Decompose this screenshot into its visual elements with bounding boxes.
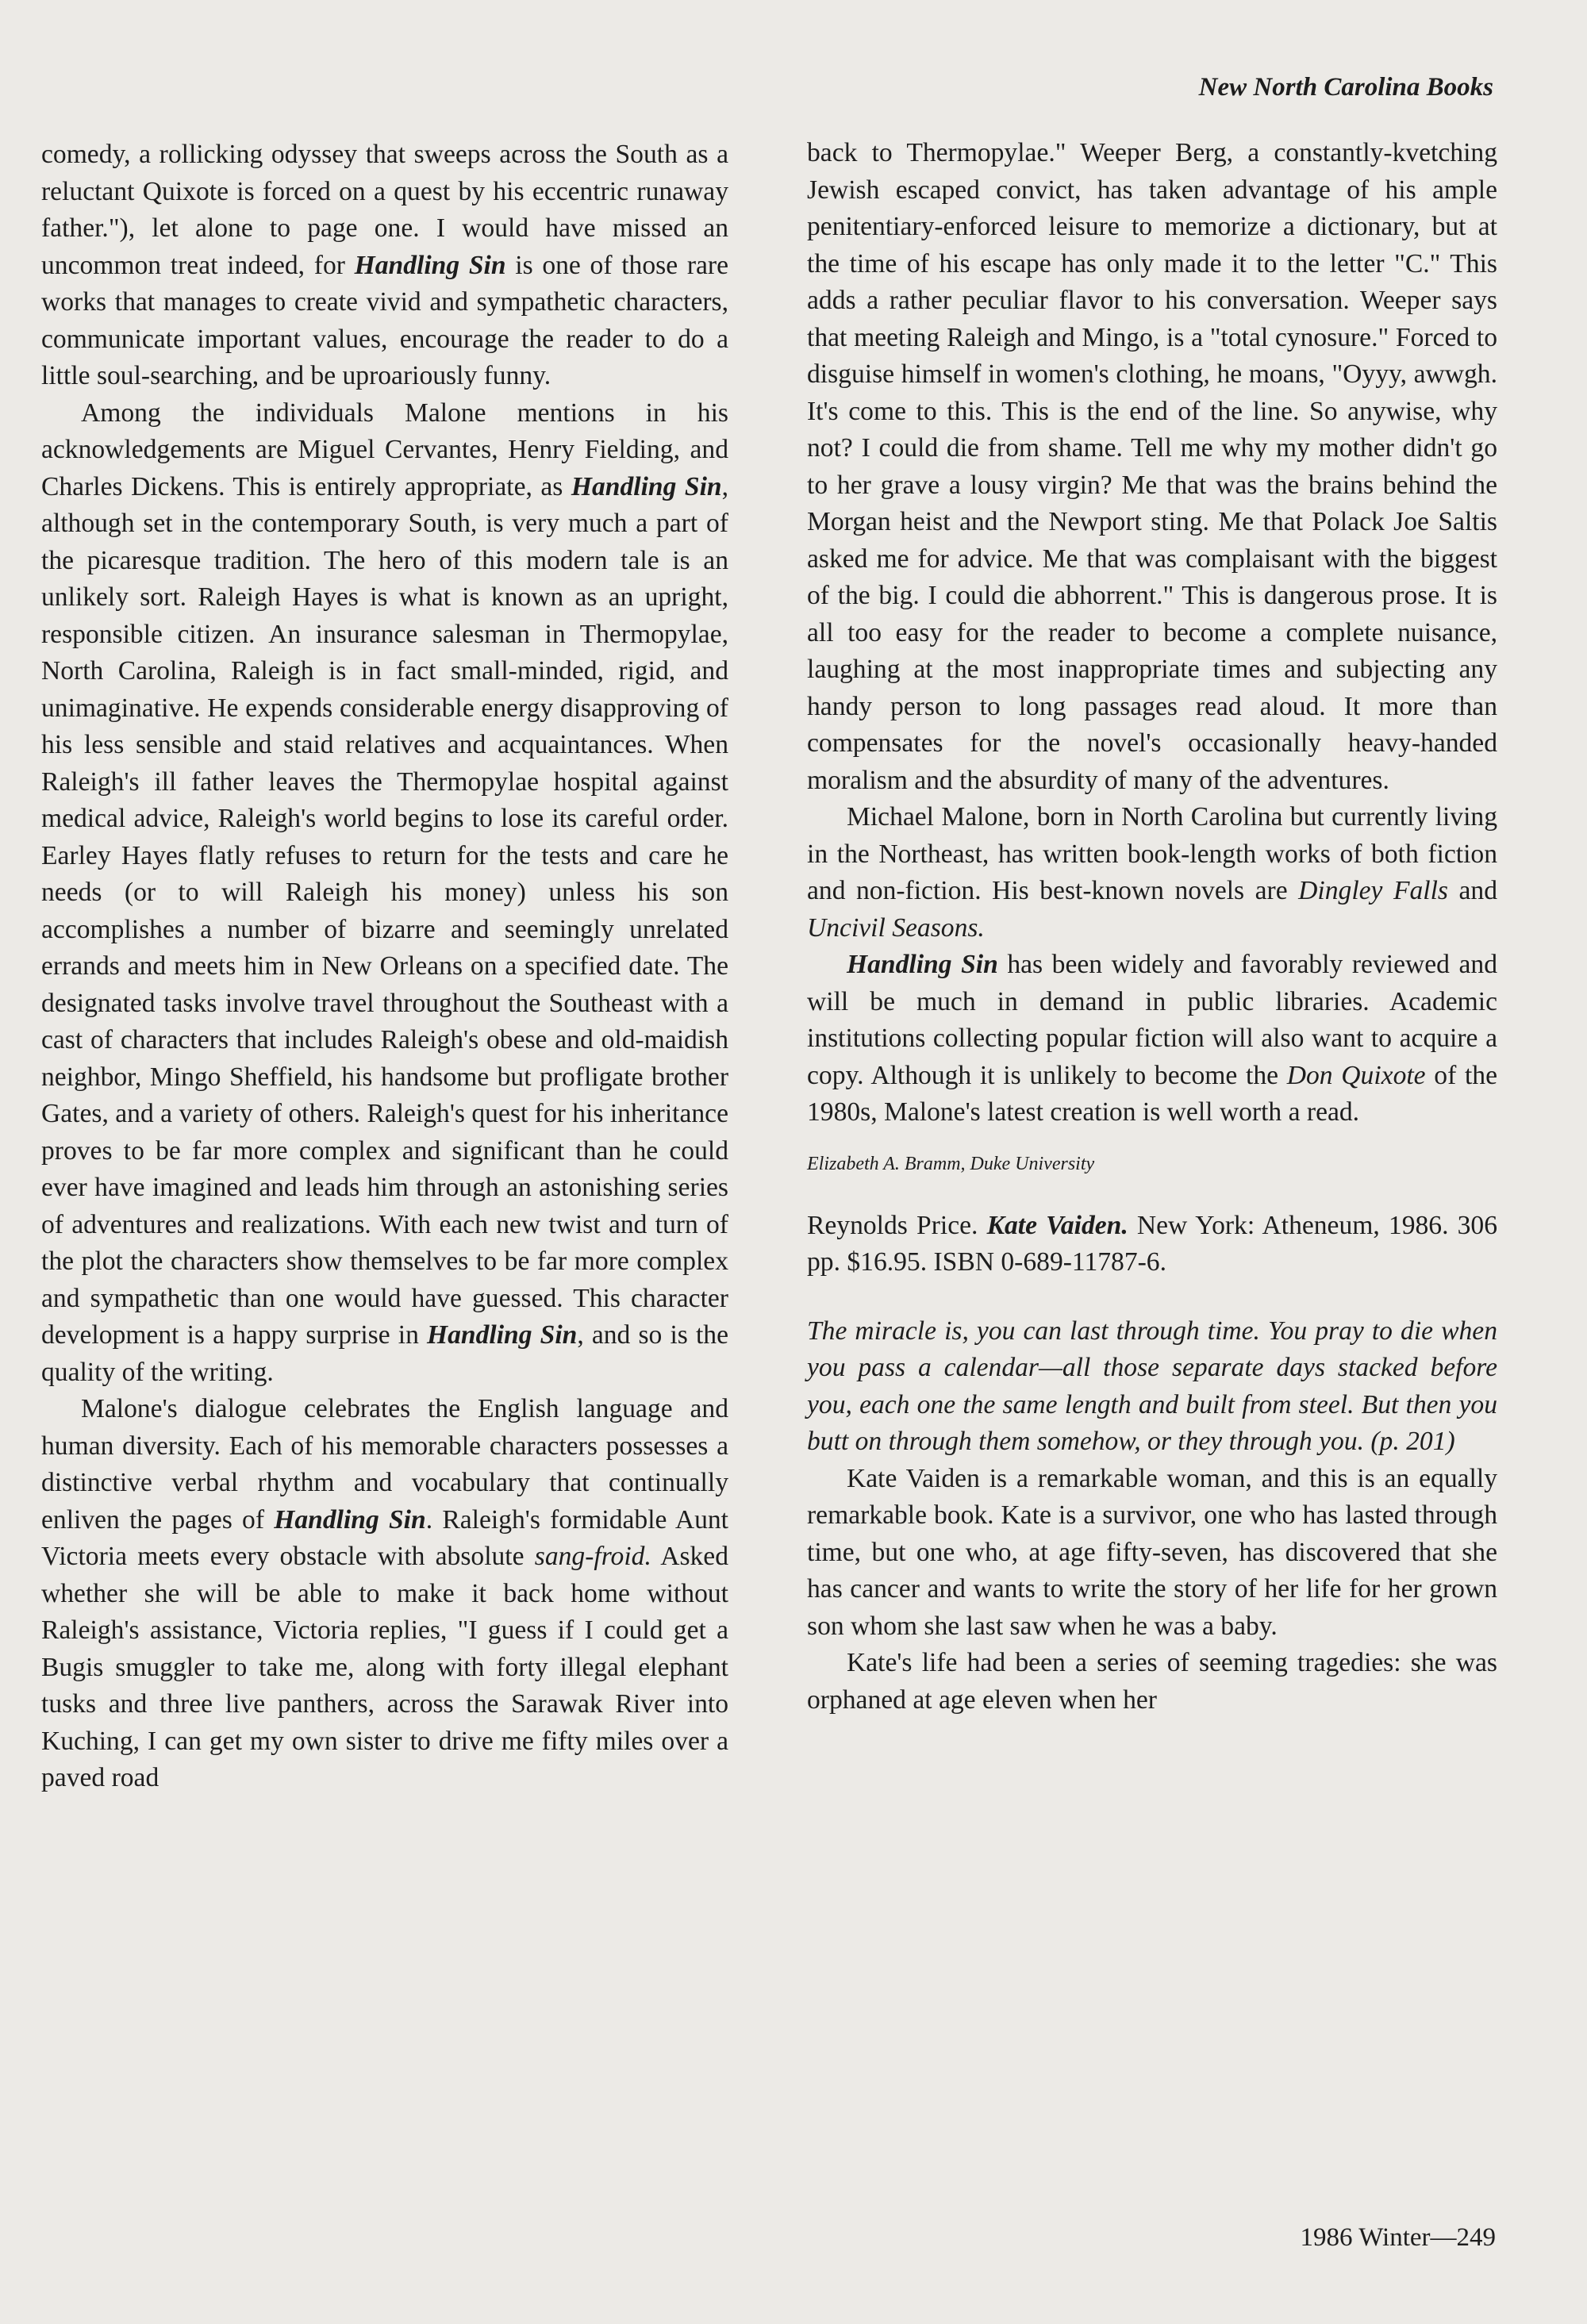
paragraph: Kate Vaiden is a remarkable woman, and this is an equally remarkable book. Kate is a survivor, one who has lasted through time, but one who, at age fifty-seven, has discovered that she has cancer and wants to write the story of her life for her grown son whom she last saw when he was a baby. [807,1463,1497,1641]
book-title: Handling Sin [847,950,998,979]
left-column [41,136,728,1797]
text: Asked whether she will be able to make it back home without Raleigh's assistance, Victoria replies, "I guess if I could get a Bugis smuggler to take me, along with forty illegal elephant tusks and three live panthers, across the Sarawak River into Kuching, I can get my own sister to drive me fifty miles over a paved road [41,1542,728,1792]
epigraph-quote: The miracle is, you can last through time. You pray to die when you pass a calendar—all those separate days stacked before you, each one the same length and built from steel. But then you butt on through them somehow, or they through you. (p. 201) [807,1316,1497,1456]
paragraph: back to Thermopylae." Weeper Berg, a constantly-kvetching Jewish escaped convict, has taken advantage of his ample penitentiary-enforced leisure to memorize a dictionary, but at the time of his escape has only made it to the letter "C." This adds a rather peculiar flavor to his conversation. Weeper says that meeting Raleigh and Mingo, is a "total cynosure." Forced to disguise himself in women's clothing, he moans, "Oyyy, awwgh. It's come to this. This is the end of the line. So anywise, why not? I could die from shame. Tell me why my mother didn't go to her grave a lousy virgin? Me that was the brains behind the Morgan heist and the Newport sting. Me that Polack Joe Saltis asked me for advice. Me that was complaisant with the biggest of the big. I could die abhorrent." This is dangerous prose. It is all too easy for the reader to become a complete nuisance, laughing at the most inappropriate times and subjecting any handy person to long passages read aloud. It more than compensates for the novel's occasionally heavy-handed moralism and the absurdity of many of the adventures. [807,138,1497,795]
book-title: Handling Sin [427,1320,578,1350]
text: . Raleigh's formidable Aunt Victoria meets every obstacle with absolute [41,1504,728,1571]
paragraph: Kate's life had been a series of seeming tragedies: she was orphaned at age eleven when her [807,1648,1497,1715]
text: Among the individuals Malone mentions in his acknowledgements are Miguel Cervantes, Henry Fielding, and Charles Dickens. This is entirely appropriate, as [41,398,728,501]
book-title: Don Quixote [1286,1060,1426,1090]
paragraph [41,1391,728,1797]
book-title: Dingley Falls [1298,876,1448,905]
text: of the 1980s, Malone's latest creation is well worth a read. [807,1060,1497,1127]
paragraph [807,947,1497,1131]
book-title: Handling Sin [354,250,506,280]
text: Malone's dialogue celebrates the English language and human diversity. Each of his memorable characters possesses a distinctive verbal rhythm and vocabulary that continually enliven the pages of [41,1394,728,1535]
text: has been widely and favorably reviewed and will be much in demand in public libraries. Academic institutions collecting popular fiction will also want to acquire a copy. Although it is unlikely to become the [807,950,1497,1090]
text: is one of those rare works that manages to create vivid and sympathetic characters, communicate important values, encourage the reader to do a little soul-searching, and be uproariously funny. [41,250,728,390]
text: and [1448,876,1497,905]
text: , although set in the contemporary South, is very much a part of the picaresque tradition. The hero of this modern tale is an unlikely sort. Raleigh Hayes is what is known as an upright, responsible citizen. An insurance salesman in Thermopylae, North Carolina, Raleigh is in fact small-minded, rigid, and unimaginative. He expends considerable energy disapproving of his less sensible and staid relatives and acquaintances. When Raleigh's ill father leaves the Thermopylae hospital against medical advice, Raleigh's world begins to lose its careful order. Earley Hayes flatly refuses to return for the tests and care he needs (or to will Raleigh his money) unless his son accomplishes a number of bizarre and seemingly unrelated errands and meets him in New Orleans on a specified date. The designated tasks involve travel throughout the Southeast with a cast of characters that includes Raleigh's obese and old-maidish neighbor, Mingo Sheffield, his handsome but profligate brother Gates, and a variety of others. Raleigh's quest for his inheritance proves to be far more complex and significant than he could ever have imagined and leads him through an astonishing series of adventures and realizations. With each new twist and turn of the plot the characters show themselves to be far more complex and sympathetic than one would have guessed. This character development is a happy surprise in [41,471,728,1350]
book-title: Handling Sin [571,471,722,501]
text: Michael Malone, born in North Carolina but currently living in the Northeast, has written book-length works of both fiction and non-fiction. His best-known novels are [807,802,1497,905]
right-column [807,135,1497,1719]
book-title: Uncivil Seasons. [807,912,985,943]
paragraph [807,799,1497,947]
book-citation [807,1208,1497,1281]
citation-details: New York: Atheneum, 1986. 306 pp. $16.95. ISBN 0-689-11787-6. [807,1210,1497,1277]
italic-term: sang-froid. [534,1542,651,1571]
text: comedy, a rollicking odyssey that sweeps across the South as a reluctant Quixote is forced on a quest by his eccentric runaway father."), let alone to page one. I would have missed an uncommon treat indeed, for [41,140,728,280]
book-title: Handling Sin [274,1504,426,1535]
paragraph [41,395,728,1392]
citation-author: Reynolds Price. [807,1210,987,1240]
book-title: Kate Vaiden. [986,1210,1128,1240]
text: , and so is the quality of the writing. [41,1320,729,1387]
reviewer-signature: Elizabeth A. Bramm, Duke University [807,1153,1095,1174]
page-number: 1986 Winter—249 [1300,2223,1496,2252]
running-header: New North Carolina Books [1198,73,1493,102]
paragraph [41,136,728,395]
